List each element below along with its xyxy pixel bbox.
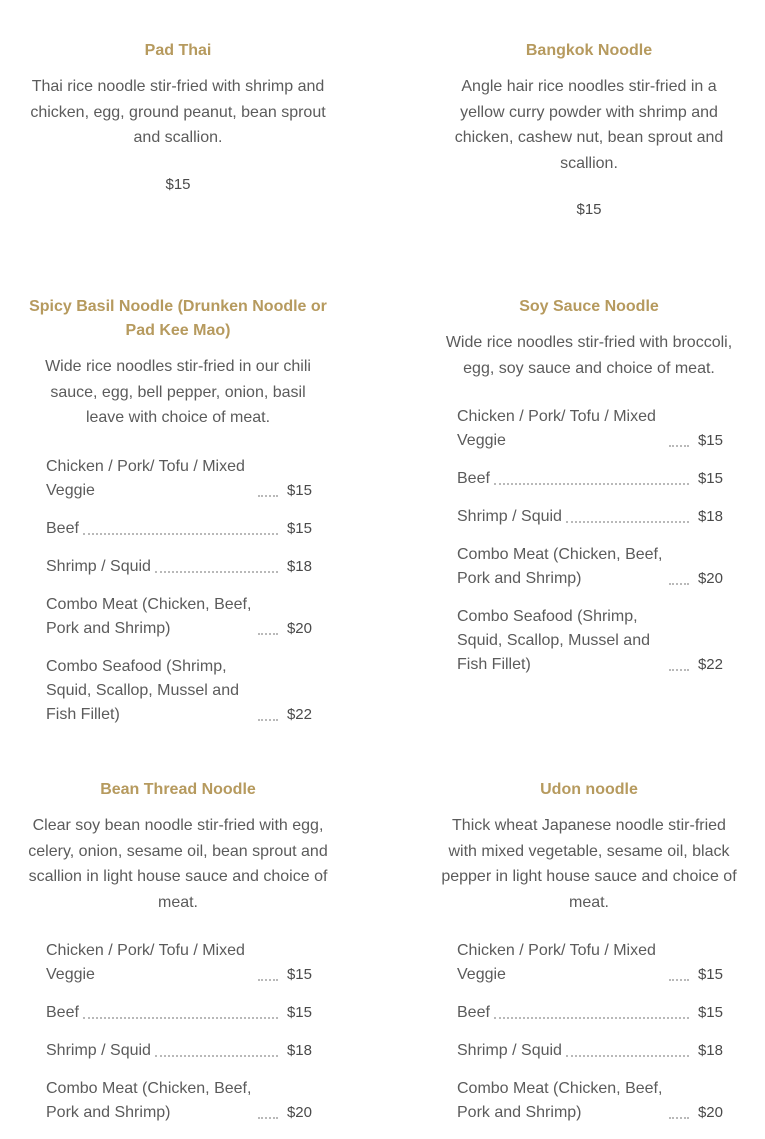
option-price: $22 xyxy=(697,656,723,674)
option-label: Combo Meat (Chicken, Beef, Pork and Shrimp) xyxy=(457,546,663,588)
dish-title: Bean Thread Noodle xyxy=(100,781,256,798)
price-option-row xyxy=(46,655,312,727)
price-option-row xyxy=(46,1001,312,1025)
price-option-row xyxy=(457,505,723,529)
price-option-row xyxy=(457,1039,723,1063)
option-label: Combo Seafood (Shrimp, Squid, Scallop, Mussel and Fish Fillet) xyxy=(46,657,239,723)
menu-item-pad-thai xyxy=(28,39,328,195)
price-options xyxy=(439,405,739,677)
option-label: Beef xyxy=(46,519,79,537)
dish-title: Bangkok Noodle xyxy=(525,42,653,59)
option-price: $15 xyxy=(697,432,723,450)
option-price: $15 xyxy=(697,1004,723,1022)
dot-leader xyxy=(258,978,278,981)
price-option-row xyxy=(457,1001,723,1025)
dot-leader xyxy=(669,582,689,585)
option-price: $15 xyxy=(697,470,723,488)
dish-title: Udon noodle xyxy=(540,781,638,798)
dish-description: Thai rice noodle stir-fried with shrimp and chicken, egg, ground peanut, bean sprout and scallion. xyxy=(30,78,326,147)
price-option-row xyxy=(457,605,723,677)
dot-leader xyxy=(258,1116,278,1119)
dish-description: Clear soy bean noodle stir-fried with egg, celery, onion, sesame oil, bean sprout and scallion in light house sauce and choice of meat. xyxy=(28,817,328,911)
option-price: $18 xyxy=(286,557,312,575)
menu-item-bean-thread-noodle xyxy=(28,778,328,1139)
option-label: Shrimp / Squid xyxy=(457,1042,562,1060)
price-option-row xyxy=(457,939,723,987)
option-label: Shrimp / Squid xyxy=(46,557,151,575)
dish-description: Thick wheat Japanese noodle stir-fried with mixed vegetable, sesame oil, black pepper in light house sauce and choice of meat. xyxy=(441,817,737,911)
dish-title: Spicy Basil Noodle (Drunken Noodle or Pad Kee Mao) xyxy=(29,298,327,339)
option-label: Combo Meat (Chicken, Beef, Pork and Shrimp) xyxy=(46,595,252,637)
dish-price: $15 xyxy=(165,175,191,193)
option-price: $18 xyxy=(697,1042,723,1060)
option-label: Chicken / Pork/ Tofu / Mixed Veggie xyxy=(457,942,656,984)
option-label: Beef xyxy=(457,470,490,488)
option-price: $20 xyxy=(286,1104,312,1122)
price-option-row xyxy=(457,405,723,453)
option-label: Beef xyxy=(46,1004,79,1022)
option-price: $15 xyxy=(286,519,312,537)
dot-leader xyxy=(258,494,278,497)
price-option-row xyxy=(46,1077,312,1125)
option-price: $20 xyxy=(697,570,723,588)
price-option-row xyxy=(457,543,723,591)
dish-description: Angle hair rice noodles stir-fried in a yellow curry powder with shrimp and chicken, cashew nut, bean sprout and scallion. xyxy=(454,78,724,172)
price-option-row xyxy=(457,1077,723,1125)
option-label: Shrimp / Squid xyxy=(457,508,562,526)
dot-leader xyxy=(669,668,689,671)
option-label: Combo Seafood (Shrimp, Squid, Scallop, Mussel and Fish Fillet) xyxy=(457,608,650,674)
option-label: Beef xyxy=(457,1004,490,1022)
price-option-row xyxy=(457,467,723,491)
dot-leader xyxy=(155,570,278,573)
dot-leader xyxy=(258,718,278,721)
dot-leader xyxy=(669,1116,689,1119)
menu-item-spicy-basil-noodle xyxy=(28,295,328,741)
dot-leader xyxy=(566,1054,689,1057)
dot-leader xyxy=(258,632,278,635)
price-options xyxy=(28,455,328,727)
dot-leader xyxy=(494,1016,689,1019)
menu-item-udon-noodle xyxy=(439,778,739,1139)
dot-leader xyxy=(83,532,278,535)
dot-leader xyxy=(494,482,689,485)
price-option-row xyxy=(46,1039,312,1063)
option-label: Chicken / Pork/ Tofu / Mixed Veggie xyxy=(457,408,656,450)
price-option-row xyxy=(46,555,312,579)
price-options xyxy=(28,939,328,1125)
option-price: $15 xyxy=(286,966,312,984)
price-option-row xyxy=(46,517,312,541)
dish-title: Soy Sauce Noodle xyxy=(519,298,659,315)
option-price: $15 xyxy=(697,966,723,984)
option-label: Combo Meat (Chicken, Beef, Pork and Shrimp) xyxy=(457,1080,663,1122)
option-price: $18 xyxy=(286,1042,312,1060)
dish-price: $15 xyxy=(576,201,602,219)
option-price: $20 xyxy=(286,619,312,637)
option-label: Chicken / Pork/ Tofu / Mixed Veggie xyxy=(46,457,245,499)
price-option-row xyxy=(46,455,312,503)
option-label: Shrimp / Squid xyxy=(46,1042,151,1060)
dish-description: Wide rice noodles stir-fried in our chili sauce, egg, bell pepper, onion, basil leave with choice of meat. xyxy=(45,358,311,427)
menu-item-bangkok-noodle xyxy=(439,39,739,220)
option-price: $18 xyxy=(697,508,723,526)
price-options xyxy=(439,939,739,1125)
dish-title: Pad Thai xyxy=(144,42,212,59)
option-label: Chicken / Pork/ Tofu / Mixed Veggie xyxy=(46,942,245,984)
price-option-row xyxy=(46,939,312,987)
option-price: $20 xyxy=(697,1104,723,1122)
price-option-row xyxy=(46,593,312,641)
option-price: $15 xyxy=(286,481,312,499)
dot-leader xyxy=(155,1054,278,1057)
option-label: Combo Meat (Chicken, Beef, Pork and Shrimp) xyxy=(46,1080,252,1122)
dot-leader xyxy=(566,520,689,523)
dot-leader xyxy=(669,444,689,447)
menu-item-soy-sauce-noodle xyxy=(439,295,739,691)
option-price: $15 xyxy=(286,1004,312,1022)
dot-leader xyxy=(83,1016,278,1019)
dish-description: Wide rice noodles stir-fried with broccoli, egg, soy sauce and choice of meat. xyxy=(445,334,733,377)
option-price: $22 xyxy=(286,705,312,723)
dot-leader xyxy=(669,978,689,981)
